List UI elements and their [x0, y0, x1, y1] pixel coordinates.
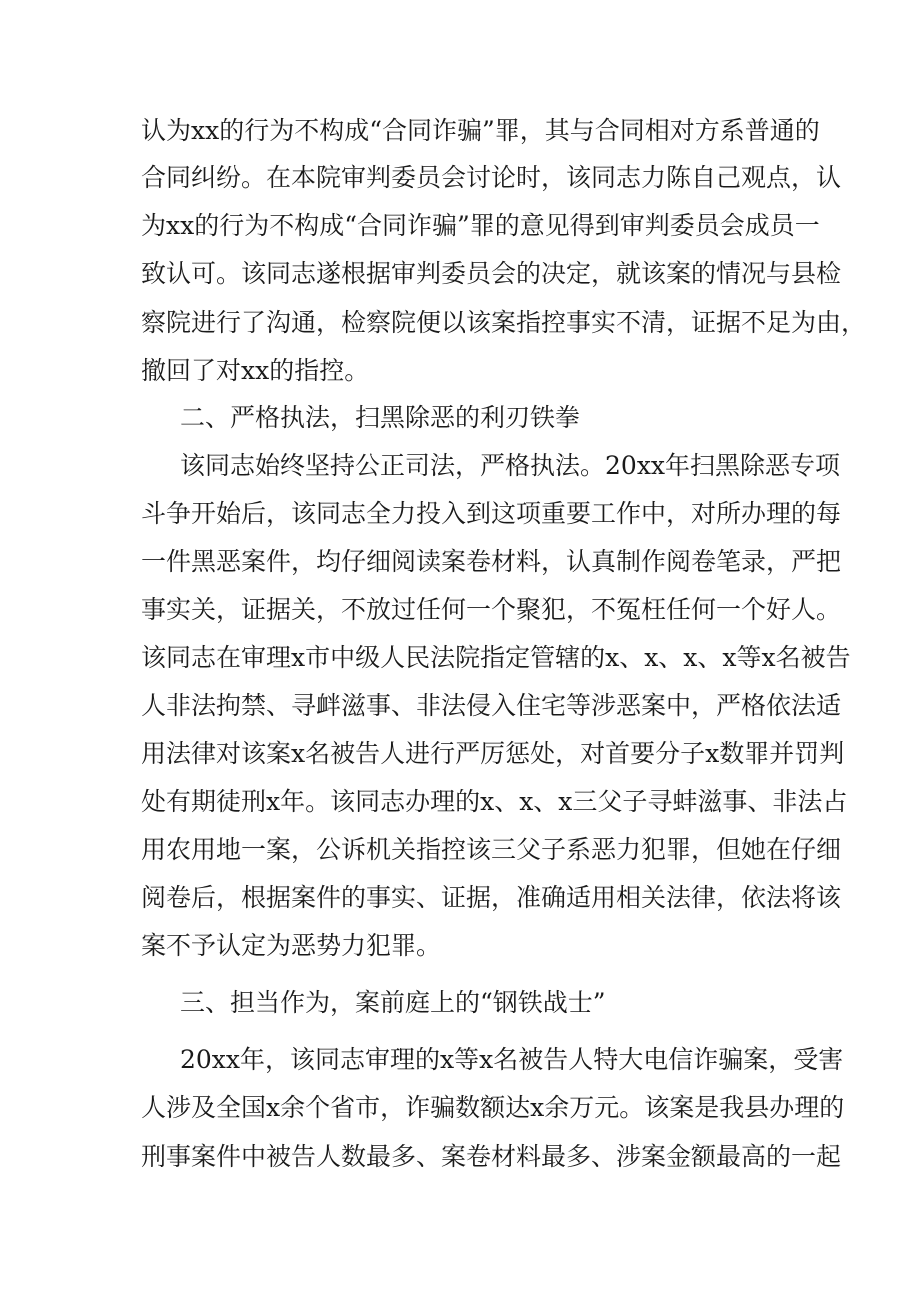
- paragraph-line: 该同志始终坚持公正司法，严格执法。20xx年扫黑除恶专项: [180, 451, 841, 480]
- paragraph-line: 合同纠纷。在本院审判委员会讨论时，该同志力陈自己观点，认: [141, 163, 842, 192]
- paragraph-line: 案不予认定为恶势力犯罪。: [141, 931, 442, 960]
- paragraph-line: 事实关，证据关，不放过任何一个聚犯，不冤枉任何一个好人。: [141, 595, 842, 624]
- paragraph-line: 阅卷后，根据案件的事实、证据，准确适用相关法律，依法将该: [141, 883, 842, 912]
- paragraph-line: 撤回了对xx的指控。: [141, 356, 370, 385]
- paragraph-line: 用法律对该案x名被告人进行严厉惩处，对首要分子x数罪并罚判: [141, 739, 845, 768]
- paragraph-line: 认为xx的行为不构成“合同诈骗”罪，其与合同相对方系普通的: [141, 116, 820, 145]
- paragraph-line: 致认可。该同志遂根据审判委员会的决定，就该案的情况与县检: [141, 259, 842, 288]
- paragraph-line: 刑事案件中被告人数最多、案卷材料最多、涉案金额最高的一起: [141, 1142, 842, 1171]
- paragraph-line: 20xx年，该同志审理的x等x名被告人特大电信诈骗案，受害: [180, 1045, 844, 1074]
- paragraph-line: 处有期徒刑x年。该同志办理的x、x、x三父子寻蚌滋事、非法占: [141, 787, 848, 816]
- paragraph-line: 斗争开始后，该同志全力投入到这项重要工作中，对所办理的每: [141, 499, 842, 528]
- paragraph-line: 人涉及全国x余个省市，诈骗数额达x余万元。该案是我县办理的: [141, 1093, 845, 1122]
- paragraph-line: 一件黑恶案件，均仔细阅读案卷材料，认真制作阅卷笔录，严把: [141, 547, 842, 576]
- section-heading: 三、担当作为，案前庭上的“钢铁战士”: [180, 988, 606, 1017]
- paragraph-line: 用农用地一案，公诉机关指控该三父子系恶力犯罪，但她在仔细: [141, 835, 842, 864]
- paragraph-line: 该同志在审理x市中级人民法院指定管辖的x、x、x、x等x名被告: [141, 643, 851, 672]
- section-heading: 二、严格执法，扫黑除恶的利刃铁拳: [180, 403, 581, 432]
- paragraph-line: 为xx的行为不构成“合同诈骗”罪的意见得到审判委员会成员一: [141, 211, 820, 240]
- paragraph-line: 察院进行了沟通，检察院便以该案指控事实不清，证据不足为由，: [141, 308, 867, 337]
- paragraph-line: 人非法拘禁、寻衅滋事、非法侵入住宅等涉恶案中，严格依法适: [141, 691, 842, 720]
